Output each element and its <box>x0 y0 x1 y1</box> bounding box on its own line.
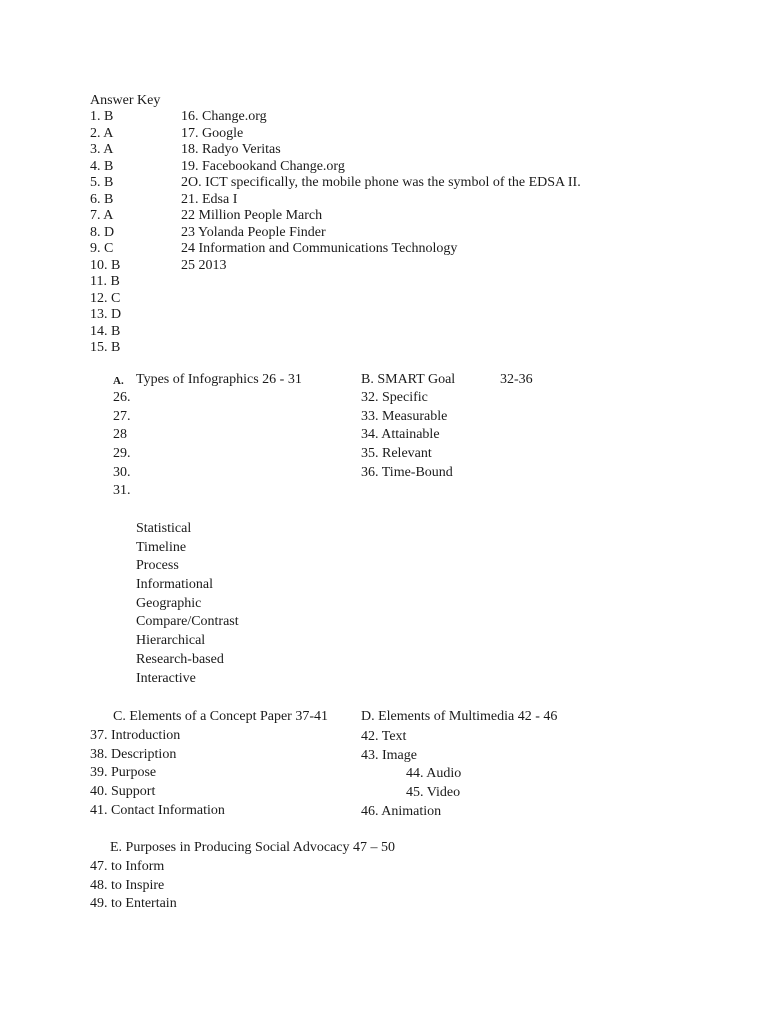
answer-item: 13. D <box>90 307 122 322</box>
list-item: Process <box>136 558 179 574</box>
answer-item: 10. B <box>90 257 121 273</box>
answer-item: 9. C <box>90 241 114 256</box>
answer-item: 15. B <box>90 340 121 355</box>
answer-item: 8. D <box>90 224 115 240</box>
list-item: 33. Measurable <box>361 408 448 424</box>
list-item: 35. Relevant <box>361 446 432 462</box>
answer-item: 3. A <box>90 142 114 157</box>
blank-item: 30. <box>113 464 131 480</box>
answer-item: 4. B <box>90 158 114 174</box>
list-item: Statistical <box>136 521 192 536</box>
answer-item: 14. B <box>90 323 121 339</box>
section-d-heading: D. Elements of Multimedia 42 - 46 <box>361 709 558 724</box>
list-item: 47. to Inform <box>90 859 165 874</box>
section-a-heading: Types of Infographics 26 - 31 <box>136 372 302 387</box>
answer-item: 5. B <box>90 175 114 190</box>
section-a-numbers <box>113 389 131 501</box>
list-item: 45. Video <box>406 785 461 800</box>
answer-item: 12. C <box>90 290 121 306</box>
list-item: Research-based <box>136 651 224 667</box>
list-item: 36. Time-Bound <box>361 464 453 480</box>
section-e-list <box>90 858 177 914</box>
list-item: 44. Audio <box>406 766 462 781</box>
answer-item: 22 Million People March <box>181 208 323 223</box>
section-c-heading: C. Elements of a Concept Paper 37-41 <box>113 709 329 724</box>
list-item: Compare/Contrast <box>136 614 239 630</box>
list-item: 39. Purpose <box>90 765 157 781</box>
answer-item: 17. Google <box>181 125 244 141</box>
answer-item: 24 Information and Communications Technology <box>181 241 458 256</box>
answer-item: 2. A <box>90 125 114 141</box>
blank-item: 26. <box>113 390 131 405</box>
list-item: 48. to Inspire <box>90 877 165 893</box>
list-item: Informational <box>136 577 213 593</box>
answer-item: 19. Facebookand Change.org <box>181 158 345 174</box>
section-a-letter: A. <box>113 375 124 387</box>
answer-item: 11. B <box>90 274 120 289</box>
list-item: 37. Introduction <box>90 728 181 743</box>
blank-item: 29. <box>113 446 131 462</box>
list-item: 43. Image <box>361 748 417 763</box>
section-e-heading: E. Purposes in Producing Social Advocacy 47 – 50 <box>110 840 396 855</box>
list-item: 42. Text <box>361 729 407 744</box>
list-item: 32. Specific <box>361 390 428 405</box>
list-item: Timeline <box>136 539 187 555</box>
answer-item: 25 2013 <box>181 257 227 273</box>
list-item: 41. Contact Information <box>90 802 225 818</box>
section-b-range: 32-36 <box>500 372 533 387</box>
answer-item: 1. B <box>90 109 114 124</box>
list-item: 34. Attainable <box>361 427 440 443</box>
answer-key-title: Answer Key <box>90 93 161 108</box>
list-item: Geographic <box>136 595 202 611</box>
blank-item: 27. <box>113 408 131 424</box>
answer-column-1 <box>90 109 121 357</box>
answer-column-2 <box>181 109 581 274</box>
answer-item: 7. A <box>90 208 114 223</box>
list-item: 40. Support <box>90 784 156 800</box>
answer-item: 18. Radyo Veritas <box>181 142 281 157</box>
answer-item: 16. Change.org <box>181 109 267 124</box>
list-item: Hierarchical <box>136 633 206 649</box>
answer-item: 21. Edsa I <box>181 191 238 207</box>
section-b-heading: B. SMART Goal <box>361 372 456 387</box>
list-item: 49. to Entertain <box>90 896 177 912</box>
blank-item: 31. <box>113 483 131 499</box>
answer-item: 6. B <box>90 191 114 207</box>
answer-item: 23 Yolanda People Finder <box>181 224 326 240</box>
blank-item: 28 <box>113 427 127 443</box>
list-item: Interactive <box>136 670 196 686</box>
list-item: 46. Animation <box>361 804 442 819</box>
section-c-list <box>90 727 225 820</box>
list-item: 38. Description <box>90 746 177 762</box>
infographic-options <box>136 520 239 688</box>
section-b-list <box>361 389 453 482</box>
answer-item: 2O. ICT specifically, the mobile phone was the symbol of the EDSA II. <box>181 175 581 190</box>
